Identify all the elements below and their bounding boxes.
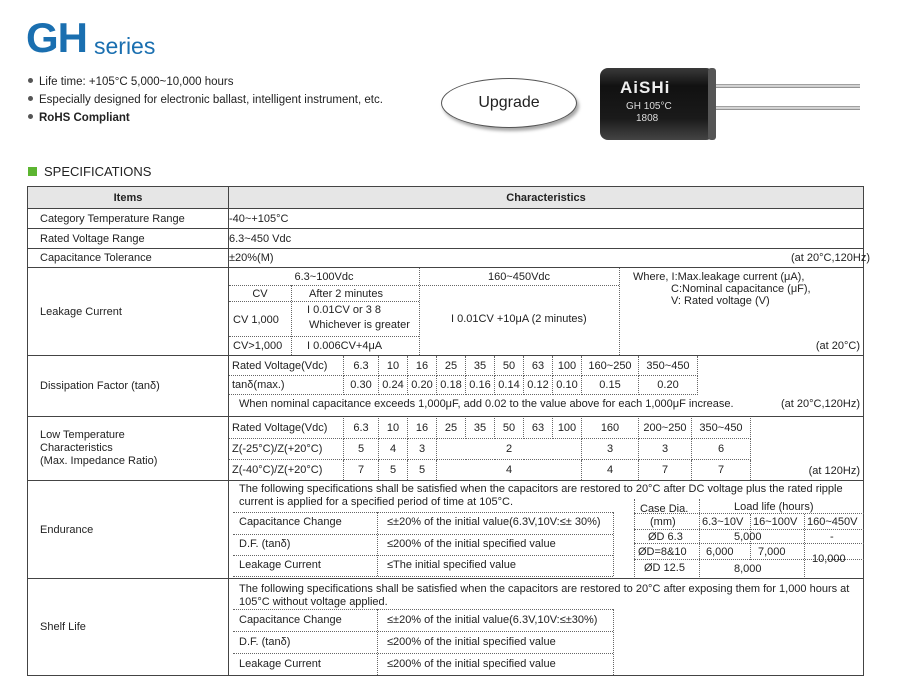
shelf-value: ≤200% of the initial specified value — [387, 636, 556, 648]
impedance-cell: 4 — [582, 460, 639, 480]
bullet-text: Life time: +105°C 5,000~10,000 hours — [39, 76, 234, 88]
dissipation-cell — [229, 356, 864, 417]
impedance-cell: 3 — [639, 439, 692, 460]
case-dia-value: ØD=8&10 — [638, 546, 687, 558]
tan-cell: 0.18 — [437, 375, 466, 394]
dissipation-tan-row — [229, 375, 698, 394]
mm-label: (mm) — [650, 516, 676, 528]
row-label — [28, 417, 229, 481]
low-temp-note: (at 120Hz) — [808, 465, 860, 477]
row-label: Shelf Life — [28, 579, 229, 676]
voltage-cell: 50 — [495, 418, 524, 439]
low-temp-z25-row — [229, 439, 751, 460]
tan-cell: 0.12 — [524, 375, 553, 394]
endurance-value: ≤200% of the initial specified value — [387, 538, 556, 550]
bullet-lifetime — [28, 76, 233, 88]
row-label: Dissipation Factor (tanδ) — [28, 356, 229, 417]
load-life-value: 5,000 — [734, 531, 762, 543]
bullet-designed — [28, 94, 383, 106]
cap-tolerance-value: ±20%(M) — [229, 252, 274, 264]
voltage-cell: 50 — [495, 356, 524, 375]
voltage-cell: 35 — [466, 356, 495, 375]
leakage-range-high: 160~450Vdc — [487, 271, 551, 283]
load-life-value: - — [830, 531, 834, 543]
voltage-cell: 10 — [379, 418, 408, 439]
voltage-cell: 350~450 — [639, 356, 698, 375]
header-characteristics: Characteristics — [229, 187, 864, 209]
series-subtitle: series — [94, 33, 156, 59]
table-row-dissipation — [28, 356, 864, 417]
low-temp-label-1: Low Temperature — [40, 429, 125, 441]
low-temp-inner-table — [229, 418, 751, 480]
dissipation-footnote-row — [229, 395, 863, 416]
row-value — [229, 249, 870, 268]
impedance-cell: 7 — [639, 460, 692, 480]
leakage-formula-3: I 0.01CV +10μA (2 minutes) — [451, 313, 587, 325]
endurance-value: ≤±20% of the initial value(6.3V,10V:≤± 30%) — [387, 516, 601, 528]
upgrade-badge: Upgrade — [441, 78, 577, 128]
bullet-text: RoHS Compliant — [39, 112, 130, 124]
load-life-value: 7,000 — [758, 546, 786, 558]
leakage-cv-1000: CV 1,000 — [233, 314, 279, 326]
leakage-note: (at 20°C) — [815, 340, 860, 352]
z40-label: Z(-40°C)/Z(+20°C) — [229, 460, 344, 480]
endurance-cell — [229, 481, 864, 579]
series-title: GH — [26, 14, 87, 61]
tan-cell: 0.20 — [408, 375, 437, 394]
specifications-table — [27, 186, 870, 676]
shelf-value: ≤200% of the initial specified value — [387, 658, 556, 670]
leakage-cv: CV — [252, 288, 268, 300]
impedance-cell: 7 — [692, 460, 751, 480]
voltage-cell: 160~250 — [582, 356, 639, 375]
table-row — [28, 229, 864, 249]
capacitor-brand: AiSHi — [620, 78, 671, 97]
dissipation-tan-label: tanδ(max.) — [229, 375, 344, 394]
bullet-rohs — [28, 112, 130, 124]
header-items: Items — [28, 187, 229, 209]
leakage-formula-2: I 0.006CV+4μA — [307, 340, 383, 352]
case-dia-label: Case Dia. — [640, 503, 689, 515]
case-dia-value: ØD 6.3 — [648, 531, 683, 543]
section-title-text: SPECIFICATIONS — [44, 164, 152, 179]
voltage-cell: 63 — [524, 356, 553, 375]
row-label: Category Temperature Range — [28, 209, 229, 229]
table-row-leakage — [28, 268, 864, 356]
table-row-endurance — [28, 481, 864, 579]
endurance-intro: The following specifications shall be satisfied when the capacitors are restored to 20°C after DC voltage plus the rated ripple current is applied for a specified period of time at 105°C. — [239, 483, 843, 508]
impedance-cell: 4 — [437, 460, 582, 480]
row-value: 6.3~450 Vdc — [229, 229, 864, 249]
bullet-text: Especially designed for electronic ballast, intelligent instrument, etc. — [39, 94, 383, 106]
capacitor-marking-1: GH 105°C — [626, 101, 672, 112]
bullet-dot-icon — [28, 114, 33, 119]
load-life-value: 10,000 — [812, 553, 846, 565]
low-temp-cell — [229, 417, 864, 481]
load-life-voltage: 16~100V — [753, 516, 798, 528]
leakage-after: After 2 minutes — [309, 288, 383, 300]
capacitor-marking-2: 1808 — [636, 113, 659, 124]
leakage-formula-1b: Whichever is greater — [309, 319, 410, 331]
dissipation-inner-table — [229, 356, 698, 395]
impedance-cell: 5 — [379, 460, 408, 480]
voltage-cell: 100 — [553, 356, 582, 375]
impedance-cell: 6 — [692, 439, 751, 460]
load-life-value: 8,000 — [734, 563, 762, 575]
leakage-where-1: Where, I:Max.leakage current (μA), — [633, 271, 805, 283]
load-life-table — [634, 499, 864, 577]
shelf-key: D.F. (tanδ) — [239, 636, 291, 648]
shelf-intro: The following specifications shall be satisfied when the capacitors are restored to 20°C after exposing them for 1,000 hours at 105°C without voltage applied. — [239, 583, 850, 608]
impedance-cell: 5 — [344, 439, 379, 460]
section-square-icon — [28, 167, 37, 176]
z25-label: Z(-25°C)/Z(+20°C) — [229, 439, 344, 460]
tan-cell: 0.10 — [553, 375, 582, 394]
tan-cell: 0.24 — [379, 375, 408, 394]
endurance-key: Capacitance Change — [239, 516, 342, 528]
dissipation-footnote: When nominal capacitance exceeds 1,000μF, add 0.02 to the value above for each 1,000μF increase. — [239, 397, 734, 410]
voltage-cell: 6.3 — [344, 356, 379, 375]
cap-tolerance-note: (at 20°C,120Hz) — [791, 252, 870, 264]
voltage-cell: 10 — [379, 356, 408, 375]
table-row — [28, 209, 864, 229]
table-row — [28, 249, 864, 268]
leakage-cell — [229, 268, 864, 356]
impedance-cell: 3 — [582, 439, 639, 460]
voltage-cell: 6.3 — [344, 418, 379, 439]
row-label: Rated Voltage Range — [28, 229, 229, 249]
table-row-low-temp — [28, 417, 864, 481]
shelf-key: Leakage Current — [239, 658, 321, 670]
section-title — [28, 164, 151, 179]
row-label: Leakage Current — [28, 268, 229, 356]
voltage-cell: 63 — [524, 418, 553, 439]
low-temp-label-2: Characteristics — [40, 442, 113, 454]
load-life-voltage: 160~450V — [807, 516, 858, 528]
endurance-key: Leakage Current — [239, 559, 321, 571]
leakage-where-3: V: Rated voltage (V) — [671, 295, 770, 307]
bullet-dot-icon — [28, 96, 33, 101]
leakage-cv-gt: CV>1,000 — [233, 340, 283, 352]
tan-cell: 0.20 — [639, 375, 698, 394]
shelf-cell — [229, 579, 864, 676]
dissipation-voltage-row — [229, 356, 698, 375]
load-life-voltage: 6.3~10V — [702, 516, 744, 528]
load-life-label: Load life (hours) — [734, 501, 814, 513]
voltage-cell: 25 — [437, 356, 466, 375]
row-label: Endurance — [28, 481, 229, 579]
voltage-cell: 100 — [553, 418, 582, 439]
voltage-cell: 200~250 — [639, 418, 692, 439]
table-header-row — [28, 187, 864, 209]
voltage-cell: 16 — [408, 418, 437, 439]
bullet-dot-icon — [28, 78, 33, 83]
leakage-range-low: 6.3~100Vdc — [294, 271, 354, 283]
case-dia-value: ØD 12.5 — [644, 562, 685, 574]
tan-cell: 0.16 — [466, 375, 495, 394]
low-temp-z40-row — [229, 460, 751, 480]
impedance-cell: 2 — [437, 439, 582, 460]
table-row-shelf-life — [28, 579, 864, 676]
low-temp-voltage-row — [229, 418, 751, 439]
tan-cell: 0.30 — [344, 375, 379, 394]
shelf-value: ≤±20% of the initial value(6.3V,10V:≤±30%) — [387, 614, 598, 626]
row-label: Capacitance Tolerance — [28, 249, 229, 268]
low-temp-rv-label: Rated Voltage(Vdc) — [229, 418, 344, 439]
impedance-cell: 3 — [408, 439, 437, 460]
voltage-cell: 350~450 — [692, 418, 751, 439]
tan-cell: 0.14 — [495, 375, 524, 394]
voltage-cell: 25 — [437, 418, 466, 439]
impedance-cell: 7 — [344, 460, 379, 480]
voltage-cell: 16 — [408, 356, 437, 375]
leakage-where-2: C:Nominal capacitance (μF), — [671, 283, 811, 295]
low-temp-label-3: (Max. Impedance Ratio) — [40, 455, 158, 467]
endurance-value: ≤The initial specified value — [387, 559, 516, 571]
load-life-value: 6,000 — [706, 546, 734, 558]
impedance-cell: 4 — [379, 439, 408, 460]
dissipation-rv-label: Rated Voltage(Vdc) — [229, 356, 344, 375]
voltage-cell: 35 — [466, 418, 495, 439]
leakage-formula-1: I 0.01CV or 3 8 — [307, 304, 381, 316]
tan-cell: 0.15 — [582, 375, 639, 394]
endurance-key: D.F. (tanδ) — [239, 538, 291, 550]
row-value: -40~+105°C — [229, 209, 864, 229]
dissipation-note: (at 20°C,120Hz) — [781, 397, 860, 410]
shelf-key: Capacitance Change — [239, 614, 342, 626]
impedance-cell: 5 — [408, 460, 437, 480]
voltage-cell: 160 — [582, 418, 639, 439]
